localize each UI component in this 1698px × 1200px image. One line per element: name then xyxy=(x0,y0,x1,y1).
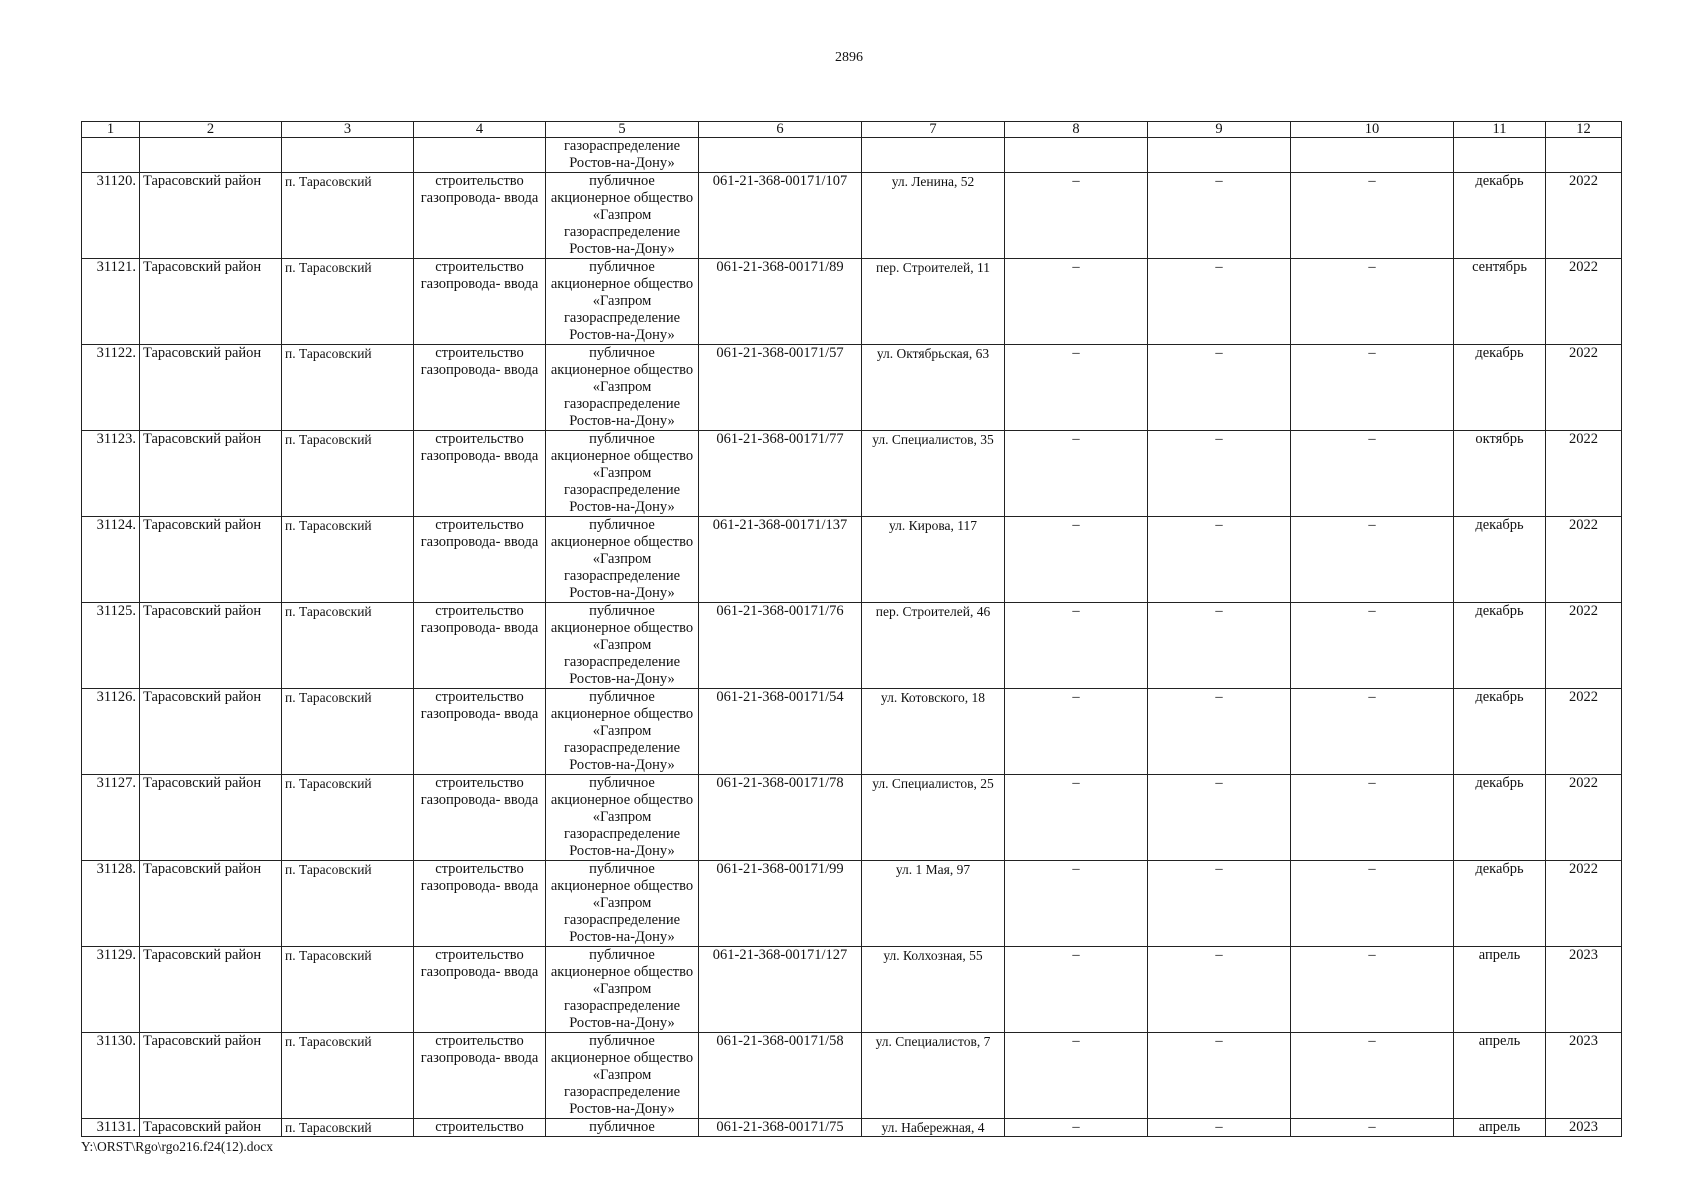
cell-code: 061-21-368-00171/58 xyxy=(699,1033,862,1119)
column-number: 7 xyxy=(862,122,1005,138)
cell-organization: публичное акционерное общество «Газпром газораспределение Ростов-на-Дону» xyxy=(546,775,699,861)
cell-settlement: п. Тарасовский xyxy=(282,1119,414,1137)
cell-number: 31120. xyxy=(82,173,140,259)
cell-district: Тарасовский район xyxy=(140,345,282,431)
cell-col-9: – xyxy=(1148,1033,1291,1119)
cell-col-10: – xyxy=(1291,1033,1454,1119)
cell-settlement: п. Тарасовский xyxy=(282,431,414,517)
cell-col-9: – xyxy=(1148,259,1291,345)
cell-year: 2022 xyxy=(1546,775,1622,861)
cell-number: 31123. xyxy=(82,431,140,517)
cell-year: 2022 xyxy=(1546,345,1622,431)
cell-col-10: – xyxy=(1291,775,1454,861)
cell-year: 2022 xyxy=(1546,173,1622,259)
cell-col-9: – xyxy=(1148,689,1291,775)
cell-month: декабрь xyxy=(1454,775,1546,861)
column-number: 10 xyxy=(1291,122,1454,138)
cell-col-8: – xyxy=(1005,345,1148,431)
cell-organization: публичное акционерное общество «Газпром газораспределение Ростов-на-Дону» xyxy=(546,173,699,259)
cell-address: ул. Специалистов, 25 xyxy=(862,775,1005,861)
table-row xyxy=(82,689,1622,775)
cell-organization: публичное акционерное общество «Газпром газораспределение Ростов-на-Дону» xyxy=(546,345,699,431)
cell-address: ул. Набережная, 4 xyxy=(862,1119,1005,1137)
cell-district: Тарасовский район xyxy=(140,689,282,775)
cell-number: 31126. xyxy=(82,689,140,775)
cell-month: декабрь xyxy=(1454,517,1546,603)
table-row xyxy=(82,173,1622,259)
cell-organization: публичное акционерное общество «Газпром газораспределение Ростов-на-Дону» xyxy=(546,259,699,345)
column-number: 5 xyxy=(546,122,699,138)
cell-settlement: п. Тарасовский xyxy=(282,861,414,947)
cell-month: декабрь xyxy=(1454,689,1546,775)
cell-district: Тарасовский район xyxy=(140,603,282,689)
cell-year: 2022 xyxy=(1546,861,1622,947)
cell-number: 31129. xyxy=(82,947,140,1033)
cell-code: 061-21-368-00171/76 xyxy=(699,603,862,689)
cell-organization: публичное акционерное общество «Газпром газораспределение Ростов-на-Дону» xyxy=(546,947,699,1033)
cell-col-10: – xyxy=(1291,861,1454,947)
table-row xyxy=(82,1119,1622,1137)
cell-col-8: – xyxy=(1005,431,1148,517)
cell-year: 2022 xyxy=(1546,603,1622,689)
cell-organization: публичное акционерное общество «Газпром газораспределение Ростов-на-Дону» xyxy=(546,431,699,517)
column-number: 6 xyxy=(699,122,862,138)
cell-year: 2023 xyxy=(1546,1119,1622,1137)
cell-work-type: строительство газопровода- ввода xyxy=(414,345,546,431)
column-number-row xyxy=(82,122,1622,138)
cell-settlement: п. Тарасовский xyxy=(282,689,414,775)
footer-file-path: Y:\ORST\Rgo\rgo216.f24(12).docx xyxy=(81,1139,274,1154)
cell-col-9: – xyxy=(1148,173,1291,259)
cell-month: сентябрь xyxy=(1454,259,1546,345)
column-number: 8 xyxy=(1005,122,1148,138)
cell-number: 31124. xyxy=(82,517,140,603)
cell-month: апрель xyxy=(1454,1119,1546,1137)
cell-col-8: – xyxy=(1005,173,1148,259)
cell-month: апрель xyxy=(1454,1033,1546,1119)
cell-work-type: строительство газопровода- ввода xyxy=(414,947,546,1033)
table-row xyxy=(82,861,1622,947)
cell-col-10: – xyxy=(1291,689,1454,775)
cell-col-9: – xyxy=(1148,861,1291,947)
column-number: 3 xyxy=(282,122,414,138)
cell-organization: публичное xyxy=(546,1119,699,1137)
cell-work-type: строительство газопровода- ввода xyxy=(414,431,546,517)
cell-year: 2022 xyxy=(1546,689,1622,775)
cell-address: ул. 1 Мая, 97 xyxy=(862,861,1005,947)
cell-empty xyxy=(699,138,862,173)
cell-district: Тарасовский район xyxy=(140,259,282,345)
cell-settlement: п. Тарасовский xyxy=(282,173,414,259)
cell-code: 061-21-368-00171/57 xyxy=(699,345,862,431)
cell-work-type: строительство газопровода- ввода xyxy=(414,689,546,775)
cell-settlement: п. Тарасовский xyxy=(282,603,414,689)
cell-month: декабрь xyxy=(1454,173,1546,259)
cell-number: 31130. xyxy=(82,1033,140,1119)
cell-col-8: – xyxy=(1005,947,1148,1033)
table-row xyxy=(82,259,1622,345)
cell-district: Тарасовский район xyxy=(140,1033,282,1119)
cell-col-10: – xyxy=(1291,259,1454,345)
cell-empty xyxy=(140,138,282,173)
cell-district: Тарасовский район xyxy=(140,431,282,517)
cell-address: ул. Колхозная, 55 xyxy=(862,947,1005,1033)
cell-settlement: п. Тарасовский xyxy=(282,345,414,431)
cell-number: 31122. xyxy=(82,345,140,431)
cell-settlement: п. Тарасовский xyxy=(282,947,414,1033)
table-row xyxy=(82,517,1622,603)
cell-year: 2022 xyxy=(1546,431,1622,517)
cell-district: Тарасовский район xyxy=(140,517,282,603)
table-row xyxy=(82,431,1622,517)
cell-empty xyxy=(1291,138,1454,173)
cell-district: Тарасовский район xyxy=(140,861,282,947)
column-number: 9 xyxy=(1148,122,1291,138)
cell-number: 31121. xyxy=(82,259,140,345)
column-number: 1 xyxy=(82,122,140,138)
cell-work-type: строительство газопровода- ввода xyxy=(414,603,546,689)
cell-col-9: – xyxy=(1148,947,1291,1033)
cell-col-8: – xyxy=(1005,775,1148,861)
cell-address: ул. Специалистов, 35 xyxy=(862,431,1005,517)
cell-address: ул. Октябрьская, 63 xyxy=(862,345,1005,431)
table-row xyxy=(82,603,1622,689)
cell-year: 2022 xyxy=(1546,259,1622,345)
cell-organization: публичное акционерное общество «Газпром газораспределение Ростов-на-Дону» xyxy=(546,603,699,689)
cell-district: Тарасовский район xyxy=(140,173,282,259)
cell-year: 2023 xyxy=(1546,1033,1622,1119)
cell-code: 061-21-368-00171/78 xyxy=(699,775,862,861)
cell-empty xyxy=(862,138,1005,173)
cell-work-type: строительство xyxy=(414,1119,546,1137)
cell-address: ул. Кирова, 117 xyxy=(862,517,1005,603)
cell-month: декабрь xyxy=(1454,345,1546,431)
cell-work-type: строительство газопровода- ввода xyxy=(414,861,546,947)
cell-organization: публичное акционерное общество «Газпром газораспределение Ростов-на-Дону» xyxy=(546,517,699,603)
cell-work-type: строительство газопровода- ввода xyxy=(414,517,546,603)
page-number: 2896 xyxy=(835,50,863,65)
cell-col-9: – xyxy=(1148,345,1291,431)
cell-col-8: – xyxy=(1005,861,1148,947)
cell-address: ул. Ленина, 52 xyxy=(862,173,1005,259)
cell-empty xyxy=(1148,138,1291,173)
cell-organization: публичное акционерное общество «Газпром газораспределение Ростов-на-Дону» xyxy=(546,689,699,775)
cell-code: 061-21-368-00171/54 xyxy=(699,689,862,775)
cell-code: 061-21-368-00171/137 xyxy=(699,517,862,603)
cell-col-9: – xyxy=(1148,603,1291,689)
cell-work-type: строительство газопровода- ввода xyxy=(414,173,546,259)
cell-number: 31127. xyxy=(82,775,140,861)
column-number: 4 xyxy=(414,122,546,138)
cell-empty xyxy=(282,138,414,173)
cell-empty xyxy=(414,138,546,173)
cell-code: 061-21-368-00171/107 xyxy=(699,173,862,259)
column-number: 2 xyxy=(140,122,282,138)
cell-col-10: – xyxy=(1291,1119,1454,1137)
cell-col-10: – xyxy=(1291,947,1454,1033)
cell-address: пер. Строителей, 46 xyxy=(862,603,1005,689)
cell-code: 061-21-368-00171/127 xyxy=(699,947,862,1033)
cell-col-9: – xyxy=(1148,431,1291,517)
cell-empty xyxy=(82,138,140,173)
cell-settlement: п. Тарасовский xyxy=(282,1033,414,1119)
cell-settlement: п. Тарасовский xyxy=(282,517,414,603)
cell-col-9: – xyxy=(1148,775,1291,861)
cell-district: Тарасовский район xyxy=(140,947,282,1033)
cell-col-10: – xyxy=(1291,603,1454,689)
cell-district: Тарасовский район xyxy=(140,775,282,861)
cell-col-10: – xyxy=(1291,345,1454,431)
cell-col-8: – xyxy=(1005,603,1148,689)
cell-month: декабрь xyxy=(1454,603,1546,689)
cell-number: 31128. xyxy=(82,861,140,947)
cell-empty xyxy=(1454,138,1546,173)
cell-number: 31125. xyxy=(82,603,140,689)
cell-empty xyxy=(1546,138,1622,173)
continuation-row xyxy=(82,138,1622,173)
cell-work-type: строительство газопровода- ввода xyxy=(414,1033,546,1119)
cell-organization: публичное акционерное общество «Газпром газораспределение Ростов-на-Дону» xyxy=(546,1033,699,1119)
cell-year: 2022 xyxy=(1546,517,1622,603)
table-row xyxy=(82,345,1622,431)
cell-col-9: – xyxy=(1148,1119,1291,1137)
cell-col-8: – xyxy=(1005,1119,1148,1137)
cell-month: декабрь xyxy=(1454,861,1546,947)
cell-code: 061-21-368-00171/99 xyxy=(699,861,862,947)
cell-district: Тарасовский район xyxy=(140,1119,282,1137)
cell-col-8: – xyxy=(1005,517,1148,603)
cell-col-10: – xyxy=(1291,431,1454,517)
registry-table xyxy=(81,121,1622,1137)
cell-col-8: – xyxy=(1005,689,1148,775)
cell-work-type: строительство газопровода- ввода xyxy=(414,259,546,345)
cell-code: 061-21-368-00171/89 xyxy=(699,259,862,345)
cell-empty xyxy=(1005,138,1148,173)
cell-col-10: – xyxy=(1291,173,1454,259)
table-row xyxy=(82,775,1622,861)
cell-col-10: – xyxy=(1291,517,1454,603)
cell-code: 061-21-368-00171/75 xyxy=(699,1119,862,1137)
cell-code: 061-21-368-00171/77 xyxy=(699,431,862,517)
cell-col-9: – xyxy=(1148,517,1291,603)
cell-year: 2023 xyxy=(1546,947,1622,1033)
cell-organization: публичное акционерное общество «Газпром газораспределение Ростов-на-Дону» xyxy=(546,861,699,947)
cell-settlement: п. Тарасовский xyxy=(282,775,414,861)
cell-col-8: – xyxy=(1005,1033,1148,1119)
column-number: 11 xyxy=(1454,122,1546,138)
cell-organization: газораспределение Ростов-на-Дону» xyxy=(546,138,699,173)
cell-work-type: строительство газопровода- ввода xyxy=(414,775,546,861)
cell-address: ул. Котовского, 18 xyxy=(862,689,1005,775)
table-row xyxy=(82,947,1622,1033)
cell-address: пер. Строителей, 11 xyxy=(862,259,1005,345)
cell-address: ул. Специалистов, 7 xyxy=(862,1033,1005,1119)
column-number: 12 xyxy=(1546,122,1622,138)
cell-settlement: п. Тарасовский xyxy=(282,259,414,345)
cell-month: апрель xyxy=(1454,947,1546,1033)
table-row xyxy=(82,1033,1622,1119)
cell-number: 31131. xyxy=(82,1119,140,1137)
cell-month: октябрь xyxy=(1454,431,1546,517)
cell-col-8: – xyxy=(1005,259,1148,345)
